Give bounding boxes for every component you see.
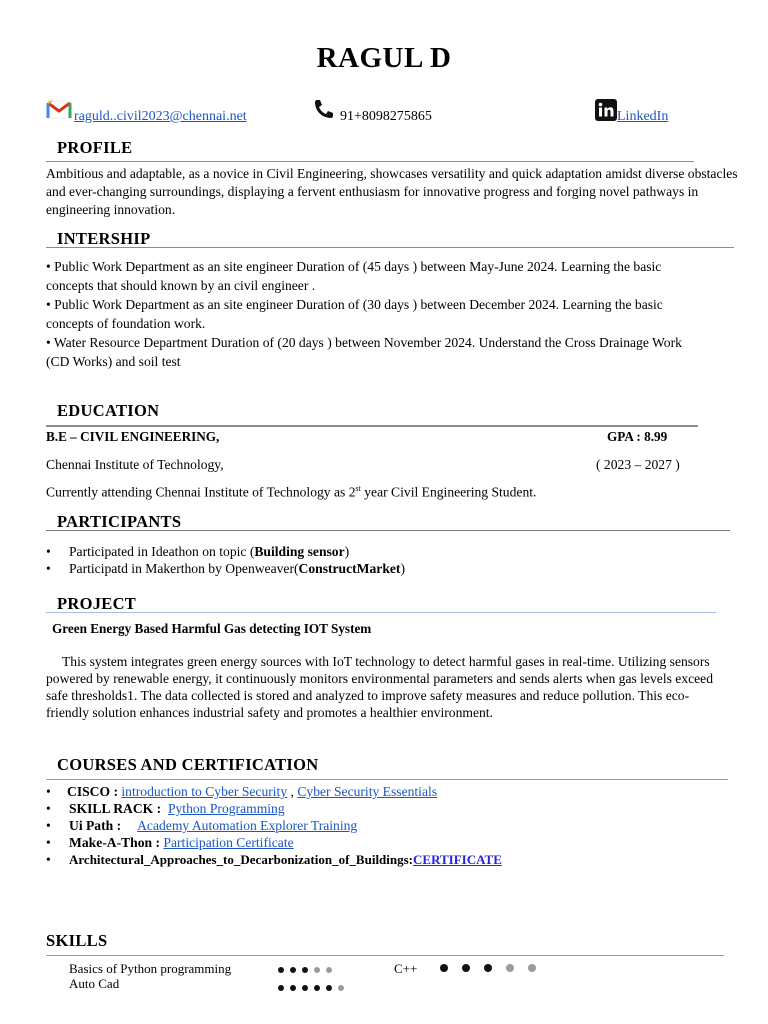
degree: B.E – CIVIL ENGINEERING,	[46, 429, 220, 444]
course-item-architecture: • Architectural_Approaches_to_Decarbonization_of_Buildings:CERTIFICATE	[46, 852, 502, 867]
rating-dot-filled-icon	[278, 967, 284, 973]
linkedin-link[interactable]: LinkedIn	[617, 109, 669, 124]
course-item-uipath: • Ui Path : Academy Automation Explorer Training	[46, 818, 358, 833]
current-status: Currently attending Chennai Institute of Technology as 2st year Civil Engineering Student.	[46, 484, 537, 500]
email-contact	[46, 98, 306, 128]
bullet-icon: •	[46, 852, 51, 867]
courses-rule	[46, 779, 728, 780]
bullet-icon: •	[46, 297, 55, 312]
skill-rating-cpp	[440, 964, 550, 974]
rating-dot-filled-icon	[290, 967, 296, 973]
gpa: GPA : 8.99	[607, 429, 668, 444]
bullet-icon: •	[46, 544, 51, 559]
skill-rating-python	[278, 967, 378, 977]
courses-heading: COURSES AND CERTIFICATION	[57, 755, 319, 774]
rating-dot-filled-icon	[278, 985, 284, 991]
profile-text: Ambitious and adaptable, as a novice in Civil Engineering, showcases versatility and quick adaptation amidst diverse obstacles and ever-changing surroundings, displaying a fervent enthusiasm for innovative progress and forging novel pathways in engineering innovation.	[46, 166, 738, 217]
phone-number: 91+8098275865	[340, 109, 432, 124]
rating-dot-empty-icon	[326, 967, 332, 973]
internship-rule	[46, 247, 734, 248]
list-item: • Participated in Ideathon on topic (Building sensor)	[46, 544, 350, 559]
participants-heading: PARTICIPANTS	[57, 512, 182, 531]
rating-dot-filled-icon	[290, 985, 296, 991]
rating-dot-empty-icon	[314, 967, 320, 973]
rating-dot-filled-icon	[302, 985, 308, 991]
project-rule	[46, 612, 716, 613]
bullet-icon: •	[46, 801, 51, 816]
internship-item: • Public Work Department as an site engineer Duration of (45 days ) between May-June 2024. Learning the basic concepts that should known by an civil engineer .	[46, 259, 662, 293]
phone-icon	[312, 98, 338, 122]
rating-dot-filled-icon	[462, 964, 470, 972]
linkedin-contact	[595, 98, 715, 128]
rating-dot-empty-icon	[338, 985, 344, 991]
skill-name: Basics of Python programming	[69, 961, 232, 976]
internship-list	[46, 257, 701, 371]
course-item-makeathon: • Make-A-Thon : Participation Certificate	[46, 835, 294, 850]
bullet-icon: •	[46, 561, 51, 576]
participants-rule	[46, 530, 730, 531]
skill-name: C++	[394, 961, 418, 976]
rating-dot-filled-icon	[484, 964, 492, 972]
skill-name: Auto Cad	[69, 976, 120, 991]
list-item: • Participatd in Makerthon by Openweaver(ConstructMarket)	[46, 561, 405, 576]
gmail-icon	[46, 98, 72, 120]
institute: Chennai Institute of Technology,	[46, 457, 224, 472]
rating-dot-empty-icon	[506, 964, 514, 972]
skill-rating-autocad	[278, 985, 378, 995]
internship-item: • Water Resource Department Duration of (20 days ) between November 2024. Understand the Cross Drainage Work (CD Works) and soil test	[46, 335, 682, 369]
skills-rule	[46, 955, 724, 956]
years: ( 2023 – 2027 )	[596, 457, 680, 472]
rating-dot-filled-icon	[314, 985, 320, 991]
skillrack-course-link[interactable]: Python Programming	[167, 801, 285, 816]
email-link[interactable]: raguld..civil2023@chennai.net	[74, 109, 247, 124]
project-heading: PROJECT	[57, 594, 137, 613]
name-title: RAGUL D	[316, 42, 452, 74]
skills-heading: SKILLS	[46, 931, 108, 950]
rating-dot-filled-icon	[440, 964, 448, 972]
makeathon-certificate-link[interactable]: Participation Certificate	[163, 835, 294, 850]
rating-dot-empty-icon	[528, 964, 536, 972]
profile-rule	[46, 161, 694, 162]
rating-dot-filled-icon	[326, 985, 332, 991]
internship-item: • Public Work Department as an site engineer Duration of (30 days ) between December 2024. Learning the basic concepts of foundation work.	[46, 297, 663, 331]
course-item-skillrack: • SKILL RACK : Python Programming	[46, 801, 285, 816]
bullet-icon: •	[46, 335, 54, 350]
profile-heading: PROFILE	[57, 138, 133, 157]
cisco-course-link-2[interactable]: Cyber Security Essentials	[297, 784, 438, 799]
course-item-cisco: • CISCO : introduction to Cyber Security , Cyber Security Essentials	[46, 784, 438, 799]
project-text: This system integrates green energy sources with IoT technology to detect harmful gases in real-time. Utilizing sensors powered by renewable energy, it continuously monitors environmental parameters and sends alerts when gas levels exceed safe thresholds1. The data collected is stored and analyzed to improve safety measures and reduce pollution. This eco-friendly solution enhances industrial safety and promotes a healthier environment.	[46, 654, 714, 720]
bullet-icon: •	[46, 259, 55, 274]
linkedin-icon	[595, 99, 619, 123]
education-rule	[46, 425, 698, 427]
phone-contact	[312, 98, 512, 128]
bullet-icon: •	[46, 818, 51, 833]
internship-heading: INTERSHIP	[57, 229, 151, 248]
rating-dot-filled-icon	[302, 967, 308, 973]
architecture-certificate-link[interactable]: CERTIFICATE	[413, 852, 502, 867]
project-title: Green Energy Based Harmful Gas detecting IOT System	[52, 621, 372, 636]
education-heading: EDUCATION	[57, 401, 160, 420]
cisco-course-link-1[interactable]: introduction to Cyber Security	[121, 784, 288, 799]
bullet-icon: •	[46, 835, 51, 850]
uipath-course-link[interactable]: Academy Automation Explorer Training	[137, 818, 358, 833]
bullet-icon: •	[46, 784, 51, 799]
